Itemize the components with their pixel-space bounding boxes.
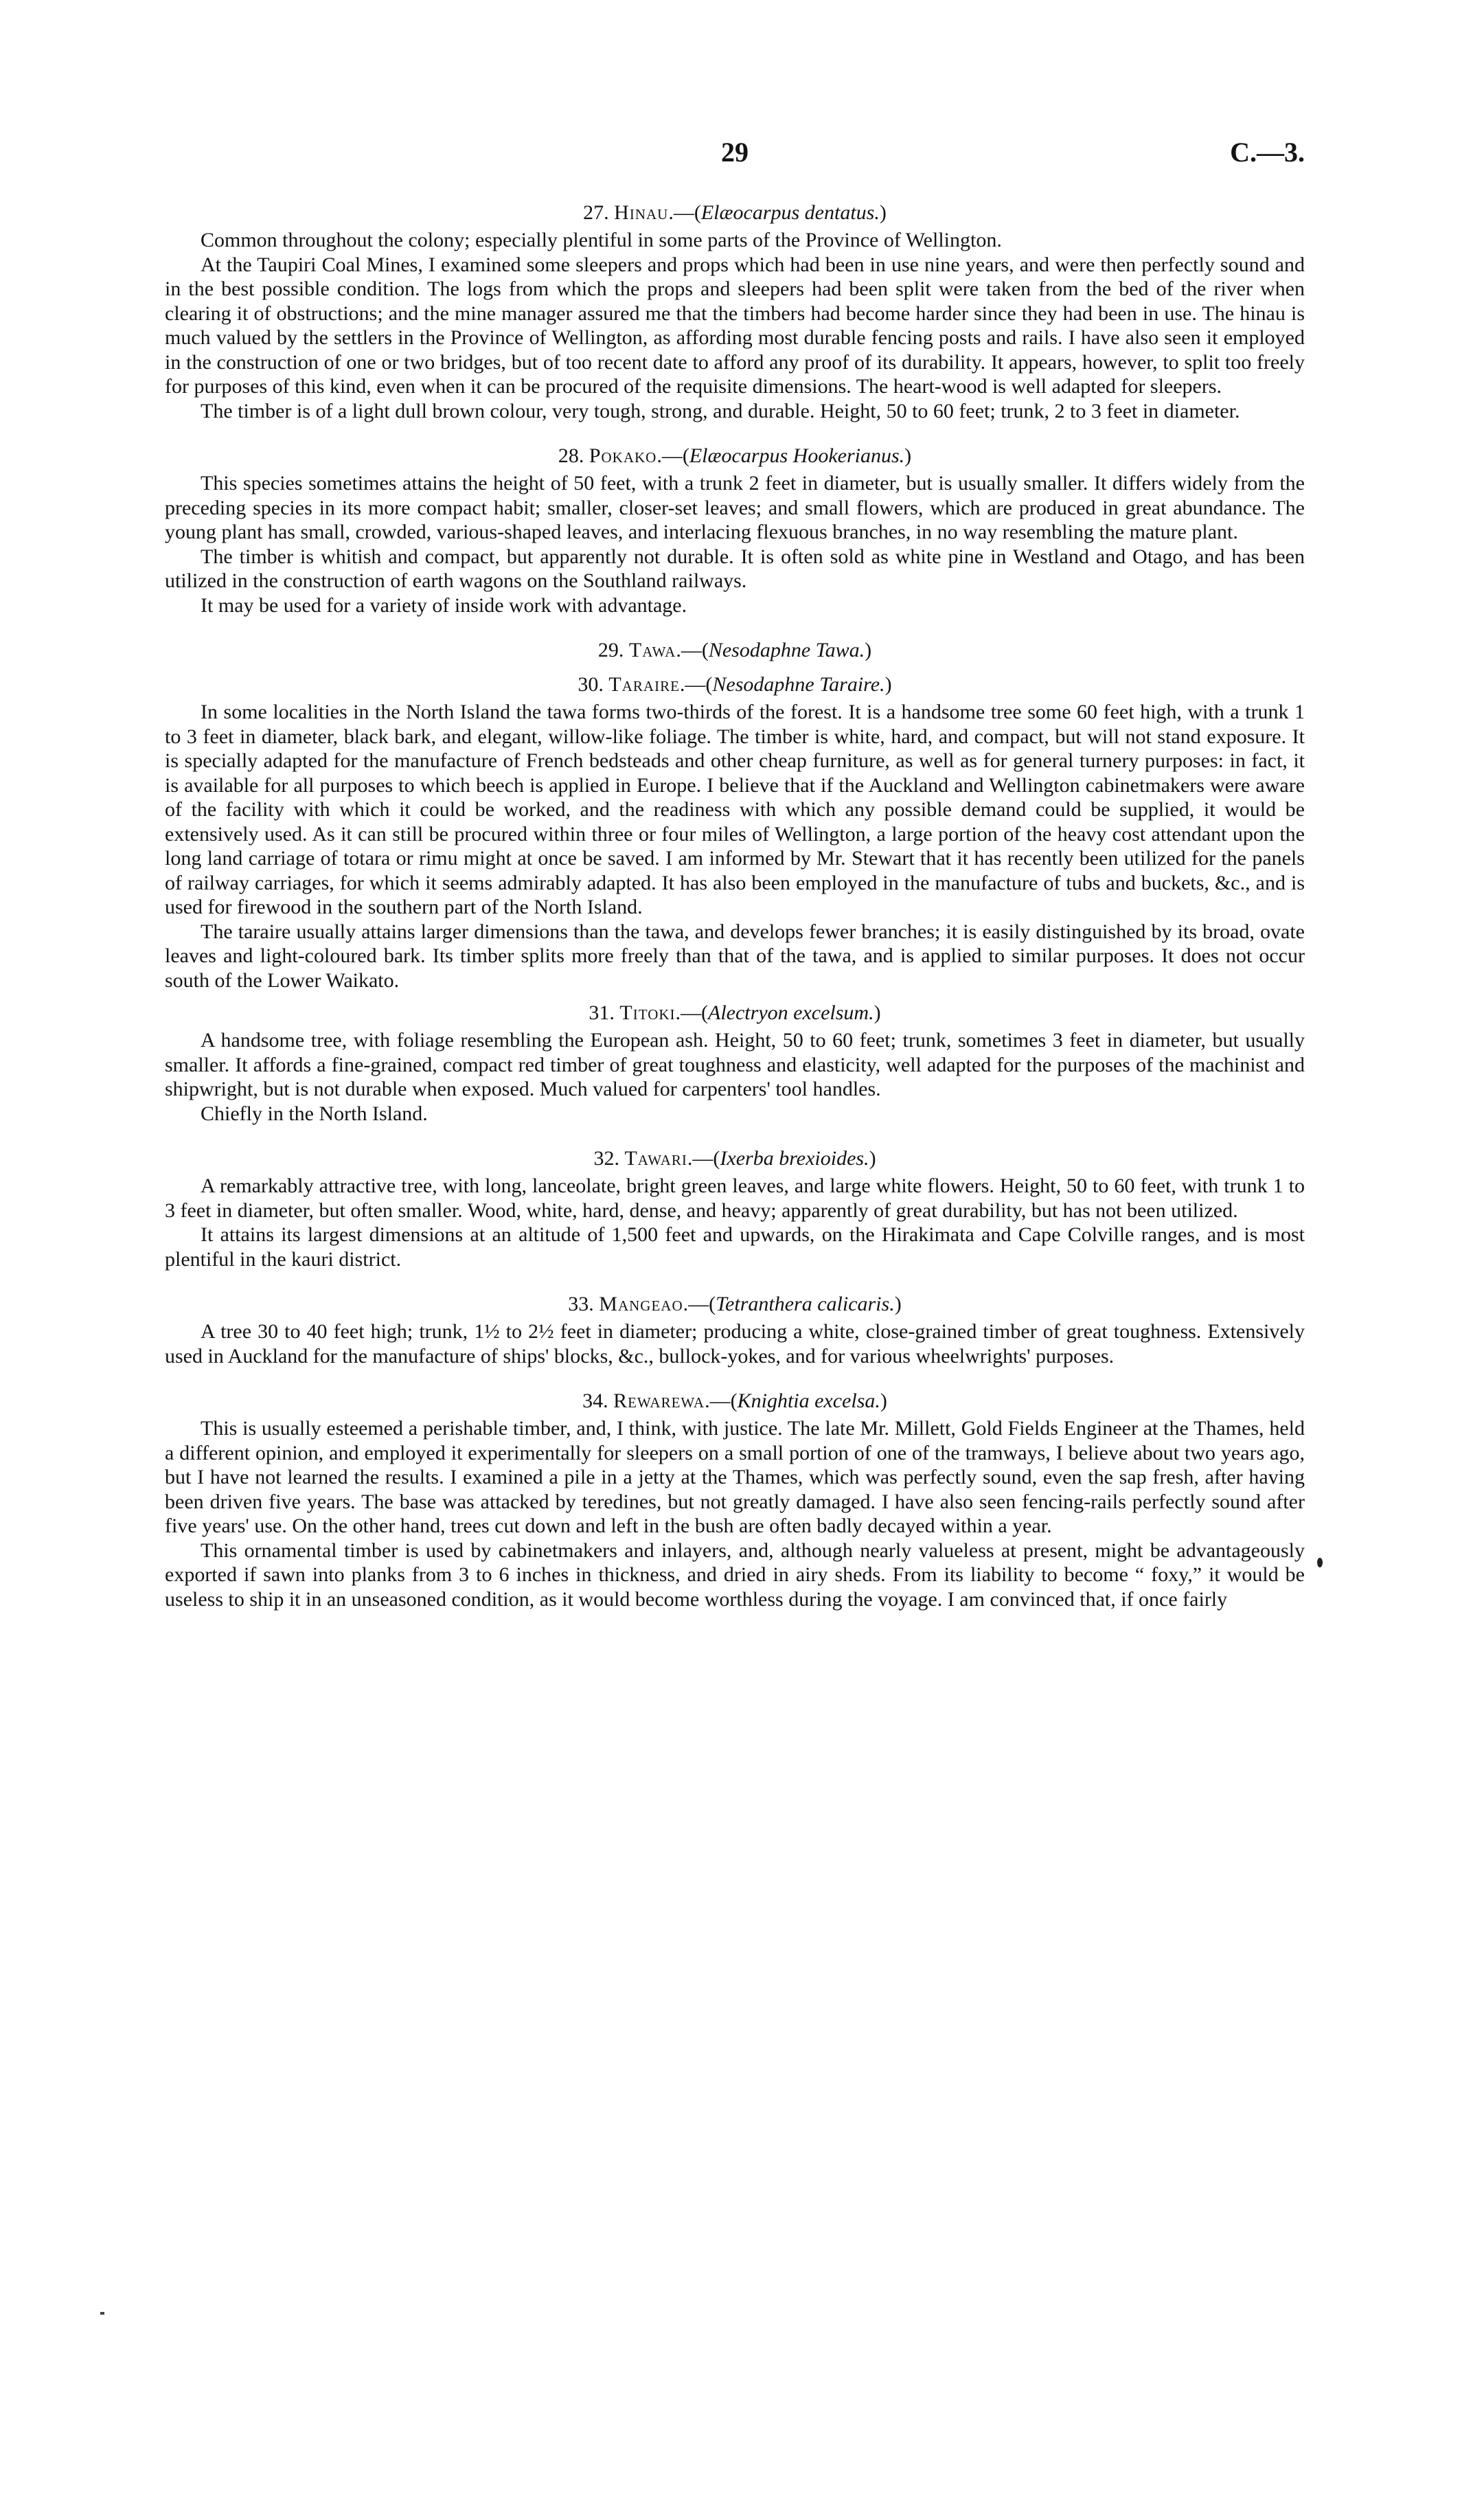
paragraph: It attains its largest dimensions at an altitude of 1,500 feet and upwards, on the Hirakimata and Cape Colville ranges, and is most plentiful in the kauri district. [165, 1223, 1305, 1271]
heading-dash: .—( [705, 1389, 738, 1412]
section-rewarewa [165, 1387, 1305, 1611]
common-name: Pokako [589, 444, 657, 467]
section-heading [165, 671, 1305, 699]
margin-tick-mark [100, 2312, 104, 2315]
paragraph: The timber is whitish and compact, but apparently not durable. It is often sold as white pine in Westland and Otago, and has been utilized in the construction of earth wagons on the Southland railways. [165, 545, 1305, 592]
paragraph: In some localities in the North Island the tawa forms two-thirds of the forest. It is a handsome tree some 60 feet high, with a trunk 1 to 3 feet in diameter, black bark, and elegant, willow-like foliage. The timber is white, hard, and compact, but will not stand exposure. It is specially adapted for the manufacture of French bedsteads and other cheap furniture, as well as for general turnery purposes: in fact, it is available for all purposes to which beech is applied in Europe. I believe that if the Auckland and Wellington cabinetmakers were aware of the facility with which it could be worked, and the readiness with which any possible demand could be supplied, it would be extensively used. As it can still be procured within three or four miles of Wellington, a large portion of the heavy cost attendant upon the long land carriage of totara or rimu might at once be saved. I am informed by Mr. Stewart that it has recently been utilized for the panels of railway carriages, for which it seems admirably adapted. It has also been employed in the manufacture of tubs and buckets, &c., and is used for firewood in the southern part of the North Island. [165, 701, 1305, 918]
latin-name: Elæocarpus dentatus. [700, 201, 880, 224]
section-mangeao [165, 1291, 1305, 1368]
section-hinau [165, 199, 1305, 423]
paragraph: It may be used for a variety of inside work with advantage. [201, 593, 687, 617]
paragraph: The taraire usually attains larger dimensions than the tawa, and develops fewer branches; it is easily distinguished by its broad, ovate leaves and light-coloured bark. Its timber splits more freely than that of the tawa, and is applied to similar purposes. It does not occur south of the Lower Waikato. [165, 920, 1305, 992]
latin-name: Knightia excelsa. [737, 1389, 880, 1412]
section-number: 34. [582, 1389, 608, 1412]
section-heading [165, 999, 1305, 1027]
ink-dot-mark [1317, 1558, 1323, 1567]
heading-close: ) [884, 673, 892, 696]
heading-dash: .—( [676, 639, 709, 661]
heading-close: ) [904, 444, 912, 467]
paragraph: This ornamental timber is used by cabinetmakers and inlayers, and, although nearly valueless at present, might be advantageously exported if sawn into planks from 3 to 6 inches in thickness, and dried in airy sheds. From its liability to become “ foxy,” it would be useless to ship it in an unseasoned condition, as it would become worthless during the voyage. I am convinced that, if once fairly [165, 1539, 1305, 1611]
section-heading [165, 442, 1305, 470]
heading-dash: .—( [679, 673, 713, 696]
latin-name: Elæocarpus Hookerianus. [689, 444, 905, 467]
section-heading [165, 199, 1305, 227]
common-name: Rewarewa [613, 1389, 705, 1412]
common-name: Taraire [608, 673, 680, 696]
paragraph: A handsome tree, with foliage resembling the European ash. Height, 50 to 60 feet; trunk, sometimes 3 feet in diameter, but usually smaller. It affords a fine-grained, compact red timber of great toughness and elasticity, well adapted for the purposes of the machinist and shipwright, but is not durable when exposed. Much valued for carpenters' tool handles. [165, 1029, 1305, 1100]
heading-dash: .—( [657, 444, 689, 467]
heading-close: ) [874, 1001, 881, 1024]
common-name: Hinau [614, 201, 669, 224]
section-number: 33. [568, 1293, 594, 1315]
latin-name: Ixerba brexioides. [720, 1147, 869, 1170]
heading-close: ) [869, 1147, 876, 1170]
latin-name: Tetranthera calicaris. [716, 1293, 895, 1315]
section-heading [165, 1291, 1305, 1318]
paragraph: Chiefly in the North Island. [201, 1102, 428, 1125]
section-heading [165, 637, 1305, 664]
page-number: 29 [721, 137, 749, 168]
common-name: Tawa [628, 639, 676, 661]
heading-dash: .—( [675, 1001, 709, 1024]
heading-close: ) [879, 201, 887, 224]
heading-dash: .—( [668, 201, 701, 224]
heading-dash: .—( [687, 1147, 720, 1170]
section-number: 31. [589, 1001, 615, 1024]
section-heading [165, 1145, 1305, 1172]
latin-name: Alectryon excelsum. [708, 1001, 874, 1024]
section-heading [165, 1387, 1305, 1415]
heading-close: ) [865, 639, 872, 661]
section-tawa [165, 637, 1305, 664]
paragraph: This is usually esteemed a perishable timber, and, I think, with justice. The late Mr. Millett, Gold Fields Engineer at the Thames, held a different opinion, and employed it experimentally for sleepers on a small portion of one of the tramways, I believe about two years ago, but I have not learned the results. I examined a pile in a jetty at the Thames, which was perfectly sound, even the sap fresh, after having been driven five years. The base was attacked by teredines, but not greatly damaged. I have also seen fencing-rails perfectly sound after five years' use. On the other hand, trees cut down and left in the bush are often badly decayed within a year. [165, 1417, 1305, 1537]
paragraph: A tree 30 to 40 feet high; trunk, 1½ to 2½ feet in diameter; producing a white, close-grained timber of great toughness. Extensively used in Auckland for the manufacture of ships' blocks, &c., bullock-yokes, and for various wheelwrights' purposes. [165, 1320, 1305, 1368]
heading-close: ) [880, 1389, 887, 1412]
section-number: 28. [558, 444, 584, 467]
paragraph: Common throughout the colony; especially plentiful in some parts of the Province of Wellington. [201, 229, 1002, 251]
common-name: Titoki [619, 1001, 676, 1024]
heading-close: ) [894, 1293, 902, 1315]
document-reference: C.—3. [1230, 137, 1305, 168]
section-pokako [165, 442, 1305, 617]
page-header [165, 132, 1305, 173]
paragraph: A remarkably attractive tree, with long, lanceolate, bright green leaves, and large white flowers. Height, 50 to 60 feet, with trunk 1 to 3 feet in diameter, but often smaller. Wood, white, hard, dense, and heavy; apparently of great durability, but has not been utilized. [165, 1175, 1305, 1222]
section-tawari [165, 1145, 1305, 1271]
section-taraire [165, 671, 1305, 992]
section-number: 29. [597, 639, 624, 661]
section-titoki [165, 999, 1305, 1126]
common-name: Tawari [624, 1147, 687, 1170]
common-name: Mangeao [599, 1293, 683, 1315]
latin-name: Nesodaphne Tawa. [708, 639, 865, 661]
paragraph: At the Taupiri Coal Mines, I examined some sleepers and props which had been in use nine years, and were then perfectly sound and in the best possible condition. The logs from which the props and sleepers had been split were taken from the bed of the river when clearing it of obstructions; and the mine manager assured me that the timbers had become harder since they had been in use. The hinau is much valued by the settlers in the Province of Wellington, as affording most durable fencing posts and rails. I have also seen it employed in the construction of one or two bridges, but of too recent date to afford any proof of its durability. It appears, however, to split too freely for purposes of this kind, even when it can be procured of the requisite dimensions. The heart-wood is well adapted for sleepers. [165, 253, 1305, 398]
latin-name: Nesodaphne Taraire. [712, 673, 885, 696]
page-body [165, 199, 1305, 1631]
paragraph: This species sometimes attains the height of 50 feet, with a trunk 2 feet in diameter, but is usually smaller. It differs widely from the preceding species in its more compact habit; smaller, closer-set leaves; and small flowers, which are produced in great abundance. The young plant has small, crowded, various-shaped leaves, and interlacing flexuous branches, in no way resembling the mature plant. [165, 472, 1305, 543]
section-number: 32. [593, 1147, 619, 1170]
heading-dash: .—( [683, 1293, 716, 1315]
section-number: 30. [578, 673, 604, 696]
paragraph: The timber is of a light dull brown colour, very tough, strong, and durable. Height, 50 to 60 feet; trunk, 2 to 3 feet in diameter. [201, 399, 1240, 422]
section-number: 27. [583, 201, 609, 224]
